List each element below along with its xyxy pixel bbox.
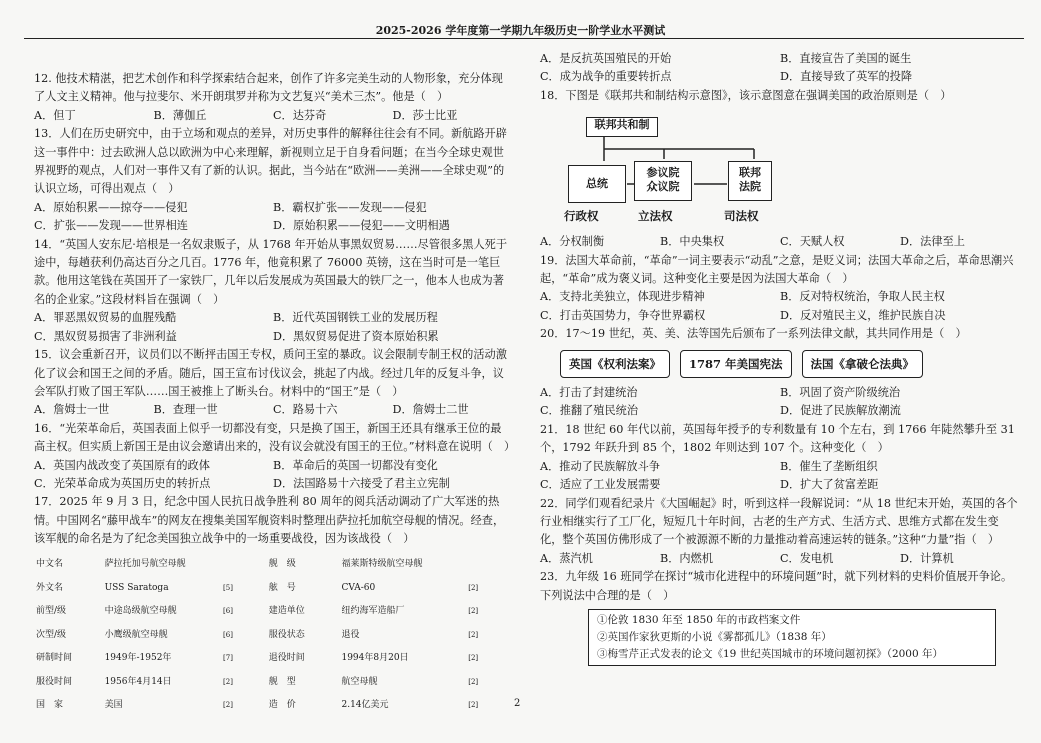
q13-options-row1 [34, 199, 512, 217]
ship-table-row [34, 670, 512, 694]
ship-table-row [34, 694, 512, 718]
q19-options-row1 [540, 288, 1020, 306]
q19-option-c: C．打击英国势力，争夺世界霸权 [540, 308, 706, 322]
ship-table-key: 国 家 [36, 700, 64, 711]
ship-table-value: 中途岛级航空母舰 [104, 606, 177, 617]
q22-stem: 22．同学们观看纪录片《大国崛起》时，听到这样一段解说词：“从 18 世纪末开始，英国的各个行业相继实行了工厂化，短短几十年时间，古老的生产方式、生活方式、思维方式都在发生变化，整个英国仿佛形成了一个被源源不断的力量推动着高速运转的链条。”这种“力量”指（ ） [540, 496, 1018, 547]
q17-stem: 17．2025 年 9 月 3 日，纪念中国人民抗日战争胜利 80 周年的阅兵活动调动了广大军迷的热情。中国网名“藤甲战车”的网友在搜集美国军舰资料时整理出萨拉托加航空母舰的情况。经查，该军舰的命名是为了纪念美国独立战争中的一场重要战役，因为该战役（ ） [34, 495, 505, 546]
q16-option-c: C．光荣革命成为英国历史的转折点 [34, 476, 211, 490]
q18-stem: 18．下图是《联邦共和制结构示意图》，该示意图意在强调美国的政治原则是（ ） [540, 88, 952, 102]
q19-option-b: B．反对特权统治，争取人民主权 [780, 290, 945, 304]
ship-table-value: 萨拉托加号航空母舰 [104, 559, 186, 570]
ship-table-ref: [2] [468, 701, 479, 710]
q12-options [34, 107, 512, 125]
ship-table-ref: [2] [468, 654, 479, 663]
q20-options-row1 [540, 384, 1020, 402]
q17-option-d: D．直接导致了英军的投降 [780, 70, 913, 84]
ship-table-ref: [6] [223, 607, 233, 616]
diagram-judicial-label: 司法权 [724, 209, 759, 224]
ship-table-value: 美国 [104, 700, 123, 711]
q21-option-d: D．扩大了贫富差距 [780, 478, 879, 492]
ship-table-ref: [2] [223, 677, 233, 686]
q20-options-row2 [540, 402, 1020, 420]
q22-option-a: A．蒸汽机 [540, 551, 593, 565]
q13-stem: 13．人们在历史研究中，由于立场和观点的差异，对历史事件的解释往往会有不同。新航路开辟这一事件中：过去欧洲人总以欧洲为中心来理解，新视则立足于自身看问题；在当今全球史观世界视野的观点，人们对一事件又有了新的认识。据此，当今站在“欧洲——美洲——全球史观”的认识立场，可得出观点（ ） [34, 127, 507, 196]
ship-table-value: 小鹰级航空母舰 [104, 629, 168, 640]
law-documents [560, 350, 1020, 378]
ship-table-key: 中文名 [36, 559, 64, 570]
q23-stem: 23．九年级 16 班同学在探讨“城市化进程中的环境问题”时，就下列材料的史料价值展开争论。下列说法中合理的是（ ） [540, 570, 1013, 602]
ship-table-value: 退役 [341, 629, 360, 640]
q20-stem: 20．17～19 世纪，英、美、法等国先后颁布了一系列法律文献，其共同作用是（ ） [540, 327, 967, 341]
q20-option-b: B．巩固了资产阶级统治 [780, 386, 901, 400]
ship-table-row [34, 576, 512, 600]
ship-table-ref: [5] [223, 583, 233, 592]
q16-option-d: D．法国路易十六接受了君主立宪制 [273, 476, 450, 490]
q17-options-row1 [540, 50, 1020, 68]
q17-option-b: B．直接宣告了美国的诞生 [780, 52, 912, 65]
q18-options [540, 233, 1020, 251]
ship-table-ref [466, 553, 512, 577]
ship-table-ref [221, 553, 267, 577]
q13-options-row2 [34, 217, 512, 235]
q22-options [540, 550, 1020, 568]
q12-option-d: D．莎士比亚 [392, 108, 458, 122]
q18-option-b: B．中央集权 [660, 235, 725, 249]
q20-option-c: C．推翻了殖民统治 [540, 404, 639, 418]
ship-info-table [34, 553, 512, 718]
q21-option-c: C．适应了工业发展需要 [540, 478, 661, 492]
ship-table-value: 1956年4月14日 [104, 676, 172, 687]
q23-source-2: ②英国作家狄更斯的小说《雾都孤儿》（1838 年） [597, 630, 832, 643]
q12-option-c: C．达芬奇 [273, 108, 327, 122]
ship-table-key: 建造单位 [268, 606, 305, 617]
header-rule [24, 38, 1024, 39]
q14-option-c: C．黑奴贸易损害了非洲利益 [34, 329, 177, 343]
q13-option-b: B．霸权扩张——发现——侵犯 [273, 200, 427, 214]
q16-options-row1 [34, 457, 512, 475]
ship-table-key: 舰 型 [268, 676, 296, 687]
ship-table-key: 退役时间 [268, 653, 305, 664]
q16-option-b: B．革命后的英国一切都没有变化 [273, 458, 438, 472]
diagram-top-box: 联邦共和制 [586, 117, 658, 137]
ship-table-key: 服役状态 [268, 629, 305, 640]
diagram-legislative-label: 立法权 [638, 209, 673, 224]
ship-table-row [34, 647, 512, 671]
left-column [34, 70, 516, 717]
right-column [540, 50, 1020, 666]
q12-option-b: B．薄伽丘 [153, 108, 207, 122]
ship-table-ref: [2] [468, 583, 479, 592]
q15-option-d: D．詹姆士二世 [392, 403, 469, 417]
q21-stem: 21．18 世纪 60 年代以前，英国每年授予的专利数量有 10 个左右，到 1766 年陡然攀升至 31 个，1792 年跃升到 85 个，1802 年则达到 107 个。这种变化（ ） [540, 422, 1015, 455]
q14-options-row1 [34, 309, 512, 327]
ship-table-value: USS Saratoga [104, 582, 169, 593]
q16-options-row2 [34, 475, 512, 493]
q16-stem: 16．“光荣革命后，英国表面上似乎一切都没有变，只是换了国王，新国王还具有继承王位的最高主权。但实质上新国王是由议会邀请出来的，没有议会就没有国王的王位。”材料意在说明（ ） [34, 421, 516, 454]
q14-option-d: D．黑奴贸易促进了资本原始积累 [273, 329, 439, 343]
ship-table-key: 造 价 [268, 700, 296, 711]
q18-option-c: C．天赋人权 [780, 235, 845, 249]
ship-table-ref: [2] [468, 607, 479, 616]
q21-options-row1 [540, 458, 1020, 476]
law-bill-of-rights: 英国《权利法案》 [560, 350, 670, 378]
law-napoleonic-code: 法国《拿破仑法典》 [802, 350, 924, 378]
q18-option-a: A．分权制衡 [540, 235, 605, 249]
q12-option-a: A．但丁 [34, 108, 76, 122]
ship-table-key: 服役时间 [36, 676, 73, 687]
ship-table-row [34, 623, 512, 647]
ship-table-ref: [7] [223, 654, 233, 663]
ship-table-key: 外文名 [36, 582, 64, 593]
diagram-president-box: 总统 [568, 165, 626, 203]
ship-table-value: 福莱斯特级航空母舰 [341, 559, 423, 570]
diagram-congress-box: 参议院 众议院 [634, 161, 692, 201]
q18-option-d: D．法律至上 [900, 235, 965, 249]
q14-stem: 14．“英国人安东尼·培根是一名奴隶贩子，从 1768 年开始从事黑奴贸易……尽管很多黑人死于途中，每趟获利仍高达百分之几百。1776 年，他竟积累了 76000 英镑，这在当时可是一笔巨款。他用这笔钱在英国开了一家铁厂，几年以后发展成为英国最大的铁厂之一，他本人也成为著名的企业家。”这段材料旨在强调（ ） [34, 237, 508, 306]
q13-option-d: D．原始积累——侵犯——文明相遇 [273, 219, 450, 233]
q16-option-a: A．英国内战改变了英国原有的政体 [34, 458, 210, 472]
diagram-executive-label: 行政权 [564, 209, 599, 224]
ship-table-row [34, 600, 512, 624]
ship-table-key: 舷 号 [268, 582, 296, 593]
q22-option-d: D．计算机 [900, 551, 954, 565]
q20-option-a: A．打击了封建统治 [540, 386, 638, 400]
federal-republic-diagram [564, 109, 824, 229]
q14-option-b: B．近代英国钢铁工业的发展历程 [273, 311, 438, 325]
q15-option-b: B．查理一世 [153, 403, 218, 417]
ship-table-value: 1994年8月20日 [341, 653, 409, 664]
q17-options-row2 [540, 68, 1020, 86]
ship-table-key: 次型/级 [36, 629, 67, 640]
q14-options-row2 [34, 328, 512, 346]
ship-table-ref: [2] [223, 701, 233, 710]
q19-options-row2 [540, 307, 1020, 325]
q22-option-c: C．发电机 [780, 551, 834, 565]
ship-table-ref: [2] [468, 630, 479, 639]
ship-table-key: 舰 级 [268, 559, 296, 570]
q13-option-c: C．扩张——发现——世界相连 [34, 219, 188, 233]
ship-table-value: 1949年-1952年 [104, 653, 172, 664]
page-number: 2 [514, 698, 521, 709]
ship-table-value: 航空母舰 [341, 676, 378, 687]
ship-table-key: 研制时间 [36, 653, 73, 664]
q20-option-d: D．促进了民族解放潮流 [780, 404, 901, 418]
ship-table-ref: [2] [468, 677, 479, 686]
q23-sources-box [588, 609, 996, 666]
q17-option-a: A．是反抗英国殖民的开始 [540, 52, 672, 65]
ship-table-key: 前型/级 [36, 606, 67, 617]
q13-option-a: A．原始积累——掠夺——侵犯 [34, 200, 188, 214]
ship-table-value: 2.14亿美元 [341, 700, 389, 711]
diagram-court-box: 联邦 法院 [728, 161, 772, 201]
q23-source-1: ①伦敦 1830 年至 1850 年的市政档案文件 [597, 613, 801, 626]
q14-option-a: A．罪恶黑奴贸易的血腥残酷 [34, 311, 177, 325]
q22-option-b: B．内燃机 [660, 551, 713, 565]
q15-option-a: A．詹姆士一世 [34, 403, 110, 417]
q12-stem: 12. 他技术精湛，把艺术创作和科学探索结合起来，创作了许多完美生动的人物形象，充分体现了人文主义精神。他与拉斐尔、米开朗琪罗并称为文艺复兴“美术三杰”。他是（ ） [34, 72, 503, 104]
law-us-constitution: 1787 年美国宪法 [680, 350, 792, 378]
q21-option-b: B．催生了垄断组织 [780, 459, 878, 473]
q17-option-c: C．成为战争的重要转折点 [540, 70, 672, 84]
q23-source-3: ③梅雪芹正式发表的论文《19 世纪英国城市的环境问题初探》（2000 年） [597, 647, 944, 660]
ship-table-value: 纽约海军造船厂 [341, 606, 405, 617]
q19-option-d: D．反对殖民主义，维护民族自决 [780, 308, 946, 322]
q21-option-a: A．推动了民族解放斗争 [540, 459, 660, 473]
page-header: 2025-2026 学年度第一学期九年级历史一阶学业水平测试 [375, 24, 666, 37]
q15-stem: 15．议会重新召开，议员们以不断抨击国王专权，质问王室的暴政。议会限制专制王权的活动激化了议会和国王之间的矛盾。随后，国王宣布讨伐议会，挑起了内战。经过几年的反复斗争，议会军队打败了国王军队……国王被推上了断头台。材料中的“国王”是（ ） [34, 348, 507, 398]
q21-options-row2 [540, 476, 1020, 494]
q19-option-a: A．支持北美独立，体现进步精神 [540, 290, 705, 304]
ship-table-ref: [6] [223, 630, 233, 639]
ship-table-value: CVA-60 [341, 582, 376, 593]
q19-stem: 19．法国大革命前，“革命”一词主要表示“动乱”之意，是贬义词；法国大革命之后，革命思潮兴起，“革命”成为褒义词。这种变化主要是因为法国大革命（ ） [540, 253, 1014, 286]
q15-option-c: C．路易十六 [273, 403, 338, 417]
q15-options [34, 401, 512, 419]
ship-table-row [34, 553, 512, 577]
